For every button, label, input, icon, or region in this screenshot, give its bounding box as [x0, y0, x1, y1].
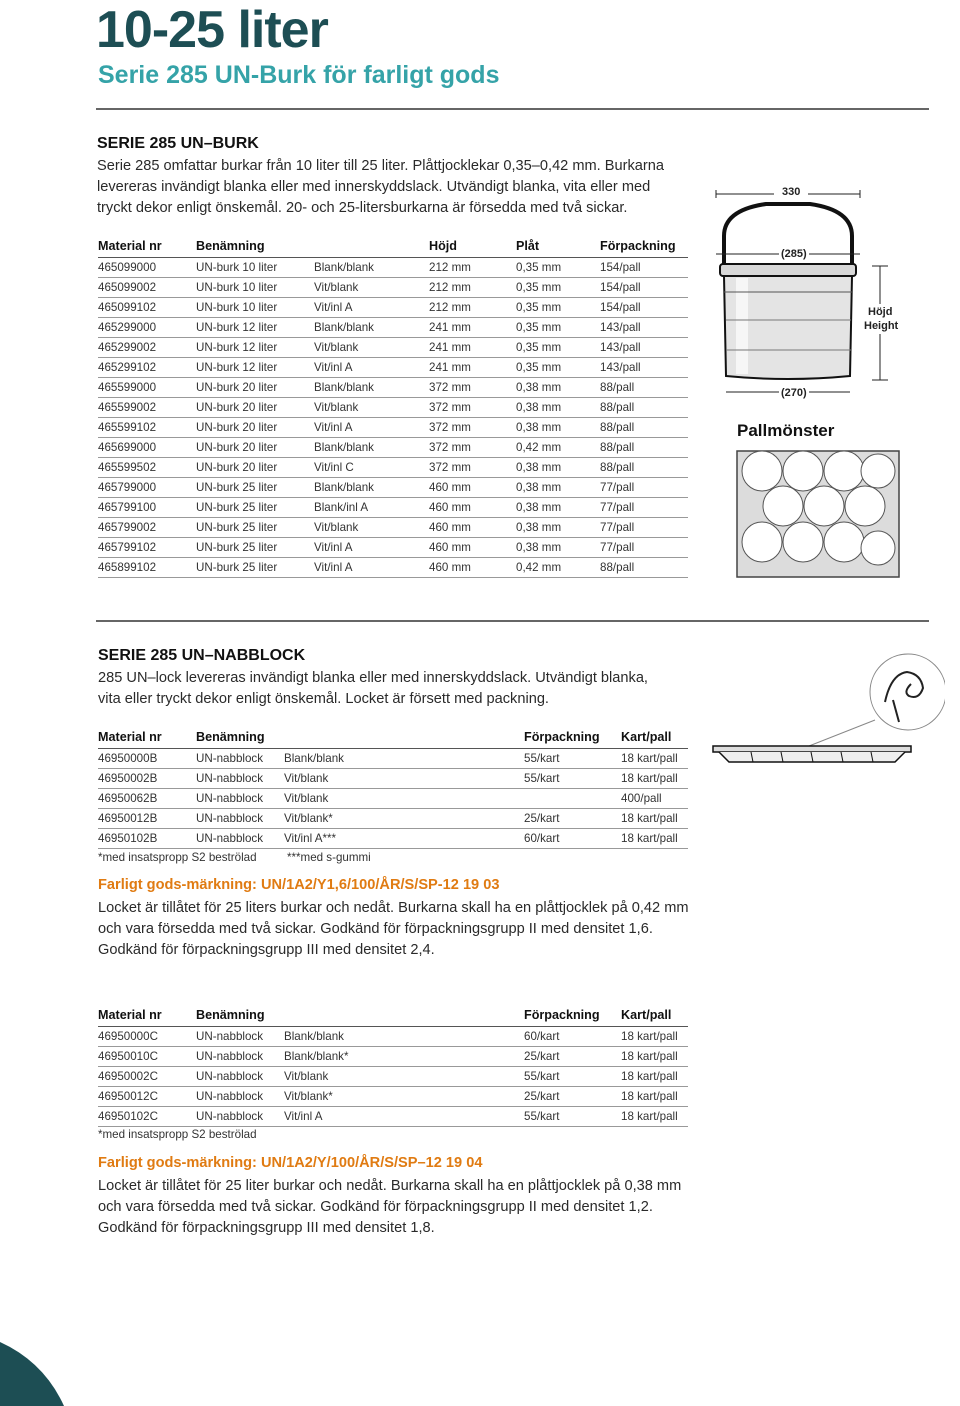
column-header: Förpackning	[600, 237, 688, 258]
table-cell: 400/pall	[621, 789, 688, 809]
burk-table-row	[98, 438, 688, 458]
table-cell: Blank/inl A	[314, 498, 429, 518]
table-cell: UN-burk 10 liter	[196, 278, 314, 298]
table-cell: 88/pall	[600, 438, 688, 458]
table-cell: Vit/inl C	[314, 458, 429, 478]
table-cell: 212 mm	[429, 298, 516, 318]
burk-table-row	[98, 298, 688, 318]
table-cell: Blank/blank	[314, 438, 429, 458]
table-cell: 88/pall	[600, 458, 688, 478]
column-header	[314, 237, 429, 258]
table-cell: 0,38 mm	[516, 378, 600, 398]
table-cell: 55/kart	[524, 749, 621, 769]
table-cell: 0,38 mm	[516, 398, 600, 418]
table-cell: 18 kart/pall	[621, 1107, 688, 1127]
burk-table-row	[98, 318, 688, 338]
table-cell: 154/pall	[600, 258, 688, 278]
column-header: Förpackning	[524, 728, 621, 749]
table-cell: 55/kart	[524, 1067, 621, 1087]
table-cell: 143/pall	[600, 318, 688, 338]
table-cell: 18 kart/pall	[621, 1027, 688, 1047]
top-width-label: 330	[782, 186, 801, 198]
bottom-diameter-label: (270)	[781, 387, 807, 399]
table-cell: 372 mm	[429, 418, 516, 438]
table-cell: 46950002C	[98, 1067, 196, 1087]
table-cell: 77/pall	[600, 518, 688, 538]
column-header: Benämning	[196, 1006, 284, 1027]
burk-table-row	[98, 338, 688, 358]
table-cell: 465299102	[98, 358, 196, 378]
table-cell: 372 mm	[429, 458, 516, 478]
table-cell: 88/pall	[600, 398, 688, 418]
table-cell: 212 mm	[429, 258, 516, 278]
table-cell: 460 mm	[429, 558, 516, 578]
pallet-bucket-circle	[845, 486, 885, 526]
column-header: Kart/pall	[621, 1006, 688, 1027]
column-header	[284, 728, 524, 749]
nabblock-b-row	[98, 809, 688, 829]
nabblock-c-row	[98, 1027, 688, 1047]
lid-detail-drawing	[705, 652, 945, 768]
table-cell: UN-burk 25 liter	[196, 558, 314, 578]
table-cell: UN-burk 25 liter	[196, 518, 314, 538]
table-cell: 372 mm	[429, 378, 516, 398]
nabblock-b-footnote-1: *med insatspropp S2 beströlad	[98, 851, 257, 864]
table-cell: 143/pall	[600, 338, 688, 358]
nabblock-intro-line-2: vita eller tryckt dekor enligt önskemål. Locket är försett med packning.	[98, 691, 549, 707]
table-cell: Vit/blank	[314, 278, 429, 298]
table-cell: 18 kart/pall	[621, 1087, 688, 1107]
marking-b-text-line-3: Godkänd för förpackningsgrupp III med densitet 2,4.	[98, 942, 435, 958]
table-cell: 0,35 mm	[516, 278, 600, 298]
table-cell: 460 mm	[429, 478, 516, 498]
table-cell: UN-burk 20 liter	[196, 378, 314, 398]
table-cell: UN-burk 25 liter	[196, 498, 314, 518]
table-cell: Vit/blank	[314, 338, 429, 358]
table-cell: Blank/blank	[314, 318, 429, 338]
table-cell: 465899102	[98, 558, 196, 578]
table-cell: UN-nabblock	[196, 769, 284, 789]
table-cell: 372 mm	[429, 398, 516, 418]
table-cell: Vit/inl A	[314, 418, 429, 438]
pallet-bucket-circle	[824, 522, 864, 562]
table-cell: 0,35 mm	[516, 338, 600, 358]
table-cell: Vit/inl A	[284, 1107, 524, 1127]
table-cell: 18 kart/pall	[621, 749, 688, 769]
table-cell: 25/kart	[524, 1087, 621, 1107]
table-cell: UN-burk 20 liter	[196, 438, 314, 458]
marking-c-text-line-3: Godkänd för förpackningsgrupp III med densitet 1,8.	[98, 1220, 435, 1236]
table-cell: 77/pall	[600, 538, 688, 558]
table-cell: 465799102	[98, 538, 196, 558]
nabblock-b-row	[98, 769, 688, 789]
table-cell: 465099000	[98, 258, 196, 278]
table-cell: Vit/blank*	[284, 1087, 524, 1107]
table-cell: 0,35 mm	[516, 318, 600, 338]
burk-table-row	[98, 378, 688, 398]
table-cell: 60/kart	[524, 1027, 621, 1047]
table-cell: 465599502	[98, 458, 196, 478]
column-header: Material nr	[98, 1006, 196, 1027]
table-cell: Blank/blank*	[284, 1047, 524, 1067]
table-cell: UN-burk 25 liter	[196, 478, 314, 498]
burk-table-row	[98, 558, 688, 578]
table-cell: 0,38 mm	[516, 538, 600, 558]
table-cell: UN-nabblock	[196, 1047, 284, 1067]
table-cell: 46950012B	[98, 809, 196, 829]
bucket-drawing	[706, 180, 922, 416]
height-label-sv: Höjd	[868, 306, 893, 318]
pallet-pattern-diagram	[736, 450, 900, 578]
table-cell: 154/pall	[600, 278, 688, 298]
table-cell: UN-nabblock	[196, 1067, 284, 1087]
pallet-bucket-circle	[783, 451, 823, 491]
burk-table-row	[98, 258, 688, 278]
table-cell: UN-nabblock	[196, 749, 284, 769]
table-cell: 88/pall	[600, 378, 688, 398]
table-cell: Blank/blank	[284, 1027, 524, 1047]
pallet-bucket-circle	[763, 486, 803, 526]
nabblock-intro-line-1: 285 UN–lock levereras invändigt blanka eller med innerskyddslack. Utvändigt blanka,	[98, 670, 648, 686]
table-cell: UN-burk 12 liter	[196, 358, 314, 378]
table-cell: 465599102	[98, 418, 196, 438]
table-cell: Vit/blank*	[284, 809, 524, 829]
table-cell: Vit/blank	[284, 769, 524, 789]
nabblock-c-row	[98, 1107, 688, 1127]
burk-table-row	[98, 538, 688, 558]
column-header: Förpackning	[524, 1006, 621, 1027]
table-cell: 46950102C	[98, 1107, 196, 1127]
table-cell: Vit/inl A***	[284, 829, 524, 849]
table-cell: 465799000	[98, 478, 196, 498]
table-cell: 241 mm	[429, 318, 516, 338]
table-cell: UN-nabblock	[196, 829, 284, 849]
nabblock-c-row	[98, 1047, 688, 1067]
table-cell: UN-burk 20 liter	[196, 398, 314, 418]
burk-heading: SERIE 285 UN–BURK	[97, 135, 259, 152]
table-cell: 465599002	[98, 398, 196, 418]
burk-intro-line-3: tryckt dekor enligt önskemål. 20- och 25-litersburkarna är försedda med två sickar.	[97, 200, 628, 216]
corner-decoration	[0, 1342, 64, 1406]
table-cell: 0,42 mm	[516, 438, 600, 458]
table-cell: 0,35 mm	[516, 298, 600, 318]
table-cell: Vit/blank	[314, 398, 429, 418]
table-cell: 0,38 mm	[516, 458, 600, 478]
nabblock-table-b	[98, 728, 688, 849]
table-cell: Blank/blank	[314, 378, 429, 398]
column-header: Material nr	[98, 237, 196, 258]
table-cell: 0,38 mm	[516, 498, 600, 518]
table-cell: 465099102	[98, 298, 196, 318]
table-cell: 0,38 mm	[516, 478, 600, 498]
table-cell	[524, 789, 621, 809]
table-cell: 465799100	[98, 498, 196, 518]
table-cell: 60/kart	[524, 829, 621, 849]
column-header: Plåt	[516, 237, 600, 258]
table-cell: UN-nabblock	[196, 1087, 284, 1107]
pallet-bucket-circle	[742, 522, 782, 562]
table-cell: 77/pall	[600, 478, 688, 498]
table-cell: 0,38 mm	[516, 518, 600, 538]
table-cell: 465799002	[98, 518, 196, 538]
table-cell: Blank/blank	[284, 749, 524, 769]
table-cell: Vit/blank	[314, 518, 429, 538]
page-title: 10-25 liter	[96, 1, 328, 59]
table-cell: 46950000C	[98, 1027, 196, 1047]
column-header: Höjd	[429, 237, 516, 258]
table-cell: 18 kart/pall	[621, 1047, 688, 1067]
table-cell: Vit/inl A	[314, 298, 429, 318]
table-cell: UN-burk 12 liter	[196, 338, 314, 358]
table-cell: Vit/blank	[284, 1067, 524, 1087]
burk-spec-table	[98, 237, 688, 578]
table-cell: 25/kart	[524, 1047, 621, 1067]
nabblock-heading: SERIE 285 UN–NABBLOCK	[98, 647, 306, 664]
burk-table-row	[98, 358, 688, 378]
table-cell: 460 mm	[429, 498, 516, 518]
table-cell: 46950062B	[98, 789, 196, 809]
burk-intro-line-1: Serie 285 omfattar burkar från 10 liter till 25 liter. Plåttjocklekar 0,35–0,42 mm. Burkarna	[97, 158, 664, 174]
pallet-bucket-circle	[804, 486, 844, 526]
table-cell: 55/kart	[524, 769, 621, 789]
table-cell: 0,35 mm	[516, 258, 600, 278]
marking-c-text-line-2: och vara försedda med två sickar. Godkänd för förpackningsgrupp II med densitet 1,2.	[98, 1199, 653, 1215]
table-cell: 0,42 mm	[516, 558, 600, 578]
table-cell: 46950010C	[98, 1047, 196, 1067]
nabblock-b-row	[98, 829, 688, 849]
height-label-en: Height	[864, 320, 899, 332]
upper-diameter-label: (285)	[781, 248, 807, 260]
pallet-bucket-circle	[824, 451, 864, 491]
table-cell: UN-nabblock	[196, 1107, 284, 1127]
nabblock-c-footnote: *med insatspropp S2 beströlad	[98, 1128, 257, 1141]
pallet-bucket-circle	[861, 531, 895, 565]
page-subtitle: Serie 285 UN-Burk för farligt gods	[98, 61, 500, 89]
header-divider	[96, 108, 929, 110]
table-cell: 465299000	[98, 318, 196, 338]
marking-b-text-line-1: Locket är tillåtet för 25 liters burkar och nedåt. Burkarna skall ha en plåttjocklek på 0,42 mm	[98, 900, 689, 916]
column-header: Kart/pall	[621, 728, 688, 749]
pallet-pattern-label: Pallmönster	[737, 421, 835, 440]
table-cell: 465699000	[98, 438, 196, 458]
table-cell: 55/kart	[524, 1107, 621, 1127]
burk-table-row	[98, 278, 688, 298]
pallet-bucket-circle	[861, 454, 895, 488]
burk-table-row	[98, 498, 688, 518]
burk-table-row	[98, 418, 688, 438]
table-cell: 0,38 mm	[516, 418, 600, 438]
nabblock-table-c	[98, 1006, 688, 1127]
table-cell: UN-nabblock	[196, 789, 284, 809]
table-cell: UN-burk 20 liter	[196, 418, 314, 438]
table-cell: UN-burk 10 liter	[196, 298, 314, 318]
table-cell: UN-burk 10 liter	[196, 258, 314, 278]
burk-table-row	[98, 398, 688, 418]
pallet-bucket-circle	[742, 451, 782, 491]
table-cell: 18 kart/pall	[621, 829, 688, 849]
burk-table-row	[98, 518, 688, 538]
table-cell: UN-burk 25 liter	[196, 538, 314, 558]
nabblock-b-row	[98, 789, 688, 809]
table-cell: 46950000B	[98, 749, 196, 769]
nabblock-c-row	[98, 1067, 688, 1087]
marking-c-text-line-1: Locket är tillåtet för 25 liter burkar och nedåt. Burkarna skall ha en plåttjocklek på 0,38 mm	[98, 1178, 682, 1194]
table-cell: 25/kart	[524, 809, 621, 829]
table-cell: UN-nabblock	[196, 1027, 284, 1047]
table-cell: Vit/inl A	[314, 558, 429, 578]
table-cell: 241 mm	[429, 358, 516, 378]
marking-b-heading: Farligt gods-märkning: UN/1A2/Y1,6/100/ÅR/S/SP-12 19 03	[98, 877, 500, 893]
column-header: Benämning	[196, 728, 284, 749]
table-cell: 0,35 mm	[516, 358, 600, 378]
marking-c-heading: Farligt gods-märkning: UN/1A2/Y/100/ÅR/S/SP–12 19 04	[98, 1155, 483, 1171]
table-cell: 46950012C	[98, 1087, 196, 1107]
table-cell: 372 mm	[429, 438, 516, 458]
table-cell: 18 kart/pall	[621, 769, 688, 789]
table-cell: UN-nabblock	[196, 809, 284, 829]
table-cell: 77/pall	[600, 498, 688, 518]
nabblock-c-row	[98, 1087, 688, 1107]
column-header: Benämning	[196, 237, 314, 258]
table-cell: 212 mm	[429, 278, 516, 298]
table-cell: Vit/inl A	[314, 538, 429, 558]
column-header: Material nr	[98, 728, 196, 749]
table-cell: UN-burk 20 liter	[196, 458, 314, 478]
table-cell: 88/pall	[600, 418, 688, 438]
table-cell: 18 kart/pall	[621, 809, 688, 829]
table-cell: 465599000	[98, 378, 196, 398]
table-cell: 154/pall	[600, 298, 688, 318]
table-cell: Blank/blank	[314, 478, 429, 498]
marking-b-text-line-2: och vara försedda med två sickar. Godkänd för förpackningsgrupp II med densitet 1,6.	[98, 921, 653, 937]
burk-table-row	[98, 458, 688, 478]
table-cell: Blank/blank	[314, 258, 429, 278]
table-cell: 460 mm	[429, 538, 516, 558]
nabblock-b-row	[98, 749, 688, 769]
table-cell: 465299002	[98, 338, 196, 358]
table-cell: UN-burk 12 liter	[196, 318, 314, 338]
column-header	[284, 1006, 524, 1027]
table-cell: 460 mm	[429, 518, 516, 538]
section-divider	[96, 620, 929, 622]
table-cell: 143/pall	[600, 358, 688, 378]
table-cell: 18 kart/pall	[621, 1067, 688, 1087]
table-cell: 46950002B	[98, 769, 196, 789]
table-cell: 46950102B	[98, 829, 196, 849]
burk-intro-line-2: levereras invändigt blanka eller med innerskyddslack. Utvändigt blanka, vita eller med	[97, 179, 651, 195]
nabblock-b-footnote-2: ***med s-gummi	[287, 851, 371, 864]
burk-table-row	[98, 478, 688, 498]
table-cell: Vit/blank	[284, 789, 524, 809]
pallet-bucket-circle	[783, 522, 823, 562]
table-cell: 88/pall	[600, 558, 688, 578]
table-cell: 465099002	[98, 278, 196, 298]
table-cell: Vit/inl A	[314, 358, 429, 378]
table-cell: 241 mm	[429, 338, 516, 358]
